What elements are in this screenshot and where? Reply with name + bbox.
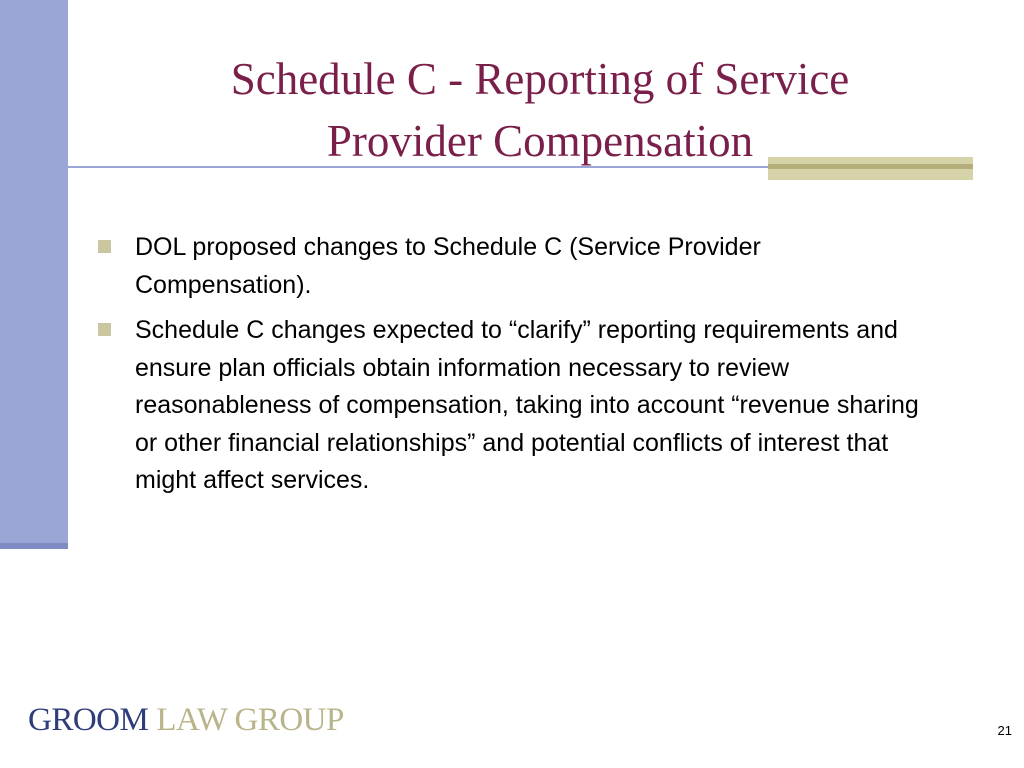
bullet-list: [98, 229, 938, 508]
page-number: 21: [997, 723, 1012, 738]
slide-title-line-1: Schedule C - Reporting of Service: [230, 54, 850, 104]
logo-secondary-text: LAW GROUP: [156, 702, 344, 738]
bullet-item: [98, 229, 938, 304]
square-bullet-icon: [98, 240, 111, 253]
bullet-text: DOL proposed changes to Schedule C (Service Provider Compensation).: [135, 233, 761, 299]
logo-primary-text: GROOM: [28, 702, 149, 738]
title-underline-rule: [42, 166, 814, 168]
left-side-bar-edge: [0, 543, 68, 549]
bullet-item: [98, 312, 938, 500]
groom-law-group-logo: [28, 700, 344, 740]
left-side-bar: [0, 0, 68, 549]
bullet-text: Schedule C changes expected to “clarify” reporting requirements and ensure plan officials obtain information necessary to review reasonableness of compensation, taking into account “revenue sharing or other financial relationships” and potential conflicts of interest that might affect services.: [135, 316, 919, 494]
slide-title: [100, 48, 980, 172]
slide-title-line-2: Provider Compensation: [326, 116, 754, 166]
title-accent-stripe: [768, 164, 973, 169]
square-bullet-icon: [98, 323, 111, 336]
